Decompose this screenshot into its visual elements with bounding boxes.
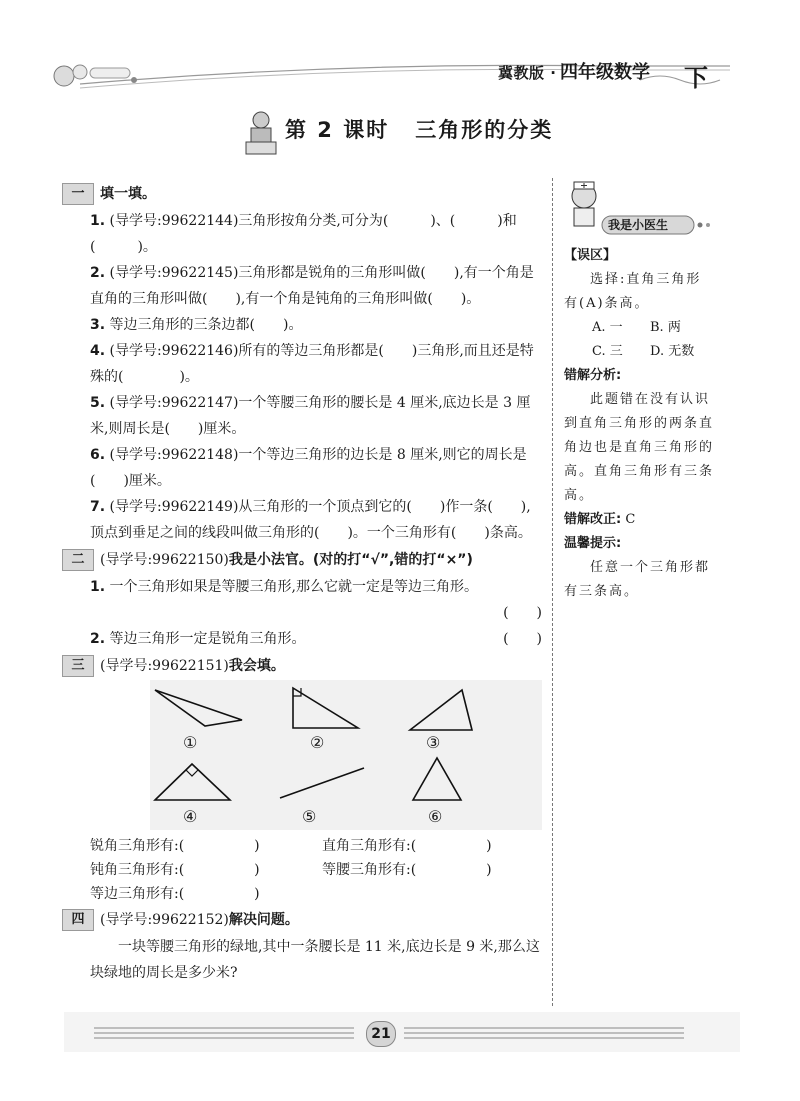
- figure-label-2: ②: [310, 733, 325, 752]
- triangle-4: [155, 764, 230, 800]
- section-3-guide-no: (导学号:99622151): [100, 658, 229, 674]
- acute-answer: 锐角三角形有:( ): [90, 838, 260, 854]
- section-1-label: 一: [62, 183, 94, 205]
- figure-label-6: ⑥: [428, 807, 443, 826]
- correction-line: [564, 508, 714, 532]
- figure-label-4: ④: [183, 807, 198, 826]
- footer-decoration: [64, 1012, 740, 1052]
- section-4-guide-no: (导学号:99622152): [100, 912, 229, 928]
- option-c: C. 三: [592, 344, 623, 359]
- mistake-heading: 【误区】: [564, 248, 617, 263]
- question-1-5: 5. (导学号:99622147)一个等腰三角形的腰长是 4 厘米,底边长是 3 厘米,则周长是( )厘米。: [90, 395, 531, 437]
- question-1-4: 4. (导学号:99622146)所有的等边三角形都是( )三角形,而且还是特殊的( )。: [90, 343, 534, 385]
- analysis-text: 此题错在没有认识到直角三角形的两条直角边也是直角三角形的高。直角三角形有三条高。: [564, 392, 715, 503]
- sidebar-body: [564, 244, 714, 604]
- grade-subject: 四年级数学: [560, 62, 650, 83]
- isosceles-answer: 等腰三角形有:( ): [322, 862, 492, 878]
- triangle-5: [280, 768, 364, 798]
- teacher-icon: [242, 108, 280, 156]
- triangle-figure: [150, 680, 542, 830]
- lesson-title: 三角形的分类: [415, 118, 554, 142]
- page-number: 21: [366, 1021, 396, 1047]
- section-4-title: 解决问题。: [228, 912, 299, 928]
- option-a: A. 一: [592, 320, 623, 335]
- triangle-3: [410, 690, 472, 730]
- section-3-header: [62, 654, 542, 678]
- section-3-title: 我会填。: [228, 658, 285, 674]
- tip-heading: 温馨提示:: [564, 536, 622, 551]
- section-1-title: 填一填。: [100, 186, 156, 202]
- classification-answers: [62, 834, 542, 906]
- lesson-number: 第 2 课时: [285, 118, 390, 142]
- section-4-header: [62, 908, 542, 932]
- obtuse-answer: 钝角三角形有:( ): [90, 862, 260, 878]
- figure-label-3: ③: [426, 733, 441, 752]
- page-title: [285, 114, 553, 144]
- series-logo-icon: [50, 58, 140, 92]
- options-row-1: [564, 316, 714, 340]
- section-4-label: 四: [62, 909, 94, 931]
- column-divider: [552, 178, 553, 1006]
- judge-answer-2: ( ): [503, 631, 542, 647]
- triangles-svg: [150, 680, 542, 830]
- equilateral-answer: 等边三角形有:( ): [90, 886, 260, 902]
- judge-item-1: 1. 一个三角形如果是等腰三角形,那么它就一定是等边三角形。: [90, 579, 478, 595]
- correction-value: C: [625, 512, 636, 527]
- mistake-text: 选择:直角三角形有(A)条高。: [564, 272, 702, 311]
- publisher-brand: 冀教版 ·: [498, 64, 557, 82]
- section-1-header: [62, 182, 542, 206]
- section-2-title: 我是小法官。(对的打“√”,错的打“×”): [228, 552, 473, 568]
- question-1-3: 3. 等边三角形的三条边都( )。: [90, 317, 303, 333]
- question-1-1: 1. (导学号:99622144)三角形按角分类,可分为( )、( )和( )。: [90, 213, 517, 255]
- word-problem: 一块等腰三角形的绿地,其中一条腰长是 11 米,底边长是 9 米,那么这块绿地的周长是多少米?: [90, 939, 540, 981]
- question-1-7: 7. (导学号:99622149)从三角形的一个顶点到它的( )作一条( ),顶点到垂足之间的线段叫做三角形的( )。一个三角形有( )条高。: [90, 499, 532, 541]
- section-2-label: 二: [62, 549, 94, 571]
- analysis-heading: 错解分析:: [564, 368, 622, 383]
- question-1-6: 6. (导学号:99622148)一个等边三角形的边长是 8 厘米,则它的周长是( )厘米。: [90, 447, 527, 489]
- triangle-6: [413, 758, 461, 800]
- figure-label-1: ①: [183, 733, 198, 752]
- right-answer: 直角三角形有:( ): [322, 838, 492, 854]
- judge-answer-1: ( ): [503, 605, 542, 621]
- answer-row-1: [90, 834, 542, 858]
- triangle-1: [155, 690, 242, 726]
- exercise-column: [62, 180, 542, 986]
- answer-row-3: [90, 882, 542, 906]
- section-3-label: 三: [62, 655, 94, 677]
- figure-label-5: ⑤: [302, 807, 317, 826]
- option-b: B. 两: [650, 320, 681, 335]
- section-2-header: [62, 548, 542, 572]
- triangle-2: [293, 688, 358, 728]
- judge-item-2: 2. 等边三角形一定是锐角三角形。 ( ): [62, 626, 542, 652]
- option-d: D. 无数: [650, 344, 695, 359]
- tip-text: 任意一个三角形都有三条高。: [564, 560, 711, 599]
- question-1-2: 2. (导学号:99622145)三角形都是锐角的三角形叫做( ),有一个角是直角的三角形叫做( ),有一个角是钝角的三角形叫做( )。: [90, 265, 534, 307]
- section-2-guide-no: (导学号:99622150): [100, 552, 229, 568]
- options-row-2: [564, 340, 714, 364]
- volume-mark: 下: [684, 64, 708, 92]
- doctor-banner-label: 我是小医生: [608, 218, 669, 232]
- correction-heading: 错解改正:: [564, 512, 622, 527]
- answer-row-2: [90, 858, 542, 882]
